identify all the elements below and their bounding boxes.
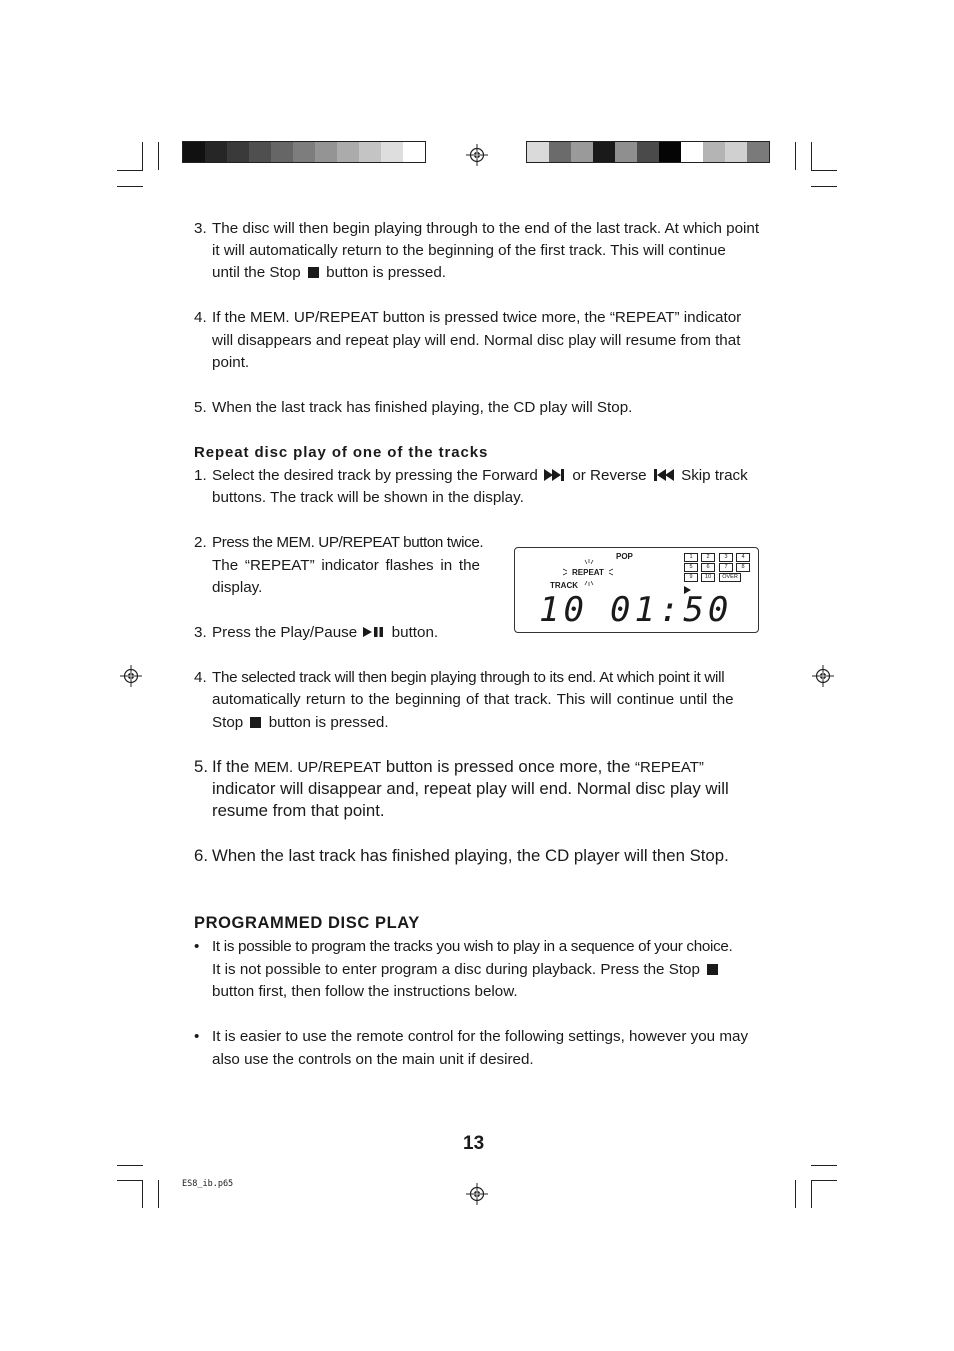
lcd-pop-label: POP <box>616 552 633 561</box>
registration-mark-icon <box>466 144 488 166</box>
skip-reverse-icon <box>653 469 675 481</box>
color-swatch <box>315 142 337 162</box>
item-number: 2. <box>194 534 207 551</box>
item-text-line <box>212 712 760 734</box>
item-text-line: will disappears and repeat play will end. Normal disc play will resume from that <box>212 332 741 349</box>
color-swatch <box>527 142 549 162</box>
item-text-line <box>212 756 760 779</box>
item-text-line: indicator will disappear and, repeat play will end. Normal disc play will <box>212 779 729 798</box>
color-swatch <box>725 142 747 162</box>
item-text-line: When the last track has finished playing, the CD player will then Stop. <box>212 846 729 865</box>
color-bar-right <box>526 141 770 163</box>
grid-cell: 2 <box>701 553 715 562</box>
page-number: 13 <box>463 1133 485 1154</box>
color-swatch <box>271 142 293 162</box>
item-number: 3. <box>194 220 207 237</box>
item-text-line: resume from that point. <box>212 801 385 820</box>
item-number: 3. <box>194 624 207 641</box>
color-swatch <box>359 142 381 162</box>
color-swatch <box>593 142 615 162</box>
play-pause-icon <box>363 626 385 638</box>
item-text-line <box>212 262 760 284</box>
item-number: 5. <box>194 399 207 416</box>
lcd-track-number: 10 <box>539 590 588 630</box>
color-swatch <box>337 142 359 162</box>
skip-forward-icon <box>544 469 566 481</box>
item-text-line: It is possible to program the tracks you wish to play in a sequence of your choice. <box>212 938 733 955</box>
color-swatch <box>659 142 681 162</box>
grid-cell: 9 <box>684 573 698 582</box>
item-text-line: automatically return to the beginning of that track. This will continue until the <box>212 691 734 708</box>
grid-cell: OVER <box>719 573 741 582</box>
color-swatch <box>227 142 249 162</box>
item-text-line <box>212 465 760 487</box>
color-swatch <box>571 142 593 162</box>
grid-cell: 10 <box>701 573 715 582</box>
item-text-line: The selected track will then begin playing through to its end. At which point it will <box>212 669 725 686</box>
item-number: 6. <box>194 846 208 865</box>
item-text: Press the Play/Pause <box>212 624 358 641</box>
registration-mark-icon <box>812 665 834 687</box>
item-number: 4. <box>194 309 207 326</box>
item-text-line: button first, then follow the instructions below. <box>212 983 518 1000</box>
item-text: or Reverse <box>572 467 647 484</box>
item-text-line: display. <box>212 579 263 596</box>
lcd-time-display: 01:50 <box>610 590 733 630</box>
grid-cell: 5 <box>684 563 698 572</box>
item-text-line: Press the MEM. UP/REPEAT button twice. <box>212 534 484 551</box>
item-text-line: The “REPEAT” indicator flashes in the <box>212 557 480 574</box>
grid-cell: 4 <box>736 553 750 562</box>
color-bar-left <box>182 141 426 163</box>
item-text: “REPEAT” <box>635 759 704 776</box>
item-text-line <box>212 622 502 644</box>
color-swatch <box>381 142 403 162</box>
grid-cell: 6 <box>701 563 715 572</box>
item-text-line: it will automatically return to the beginning of the first track. This will continue <box>212 242 726 259</box>
registration-mark-icon <box>466 1183 488 1205</box>
color-swatch <box>293 142 315 162</box>
item-text: button. <box>391 624 439 641</box>
section-heading: PROGRAMMED DISC PLAY <box>194 914 420 932</box>
item-text: until the Stop <box>212 264 301 281</box>
lcd-repeat-indicator: REPEAT <box>572 568 604 577</box>
item-number: 1. <box>194 467 207 484</box>
item-text: button is pressed. <box>268 714 389 731</box>
bullet-dot: • <box>194 938 200 955</box>
grid-cell: 7 <box>719 563 733 572</box>
grid-cell: 8 <box>736 563 750 572</box>
item-text-line: It is easier to use the remote control for the following settings, however you may <box>212 1028 749 1045</box>
grid-cell: 3 <box>719 553 733 562</box>
item-text-line: point. <box>212 354 250 371</box>
item-text: Select the desired track by pressing the Forward <box>212 467 538 484</box>
item-text: Skip track <box>681 467 748 484</box>
color-swatch <box>183 142 205 162</box>
color-swatch <box>681 142 703 162</box>
item-text: Stop <box>212 714 244 731</box>
item-text: MEM. UP/REPEAT <box>254 759 382 776</box>
item-text-line: buttons. The track will be shown in the display. <box>212 489 524 506</box>
lcd-display <box>514 547 759 633</box>
stop-icon <box>250 717 261 728</box>
color-swatch <box>249 142 271 162</box>
color-swatch <box>747 142 769 162</box>
grid-cell: 1 <box>684 553 698 562</box>
item-text-line: If the MEM. UP/REPEAT button is pressed twice more, the “REPEAT” indicator <box>212 309 742 326</box>
color-swatch <box>615 142 637 162</box>
item-text-line: When the last track has finished playing, the CD play will Stop. <box>212 399 633 416</box>
bullet-dot: • <box>194 1028 200 1045</box>
color-swatch <box>403 142 425 162</box>
color-swatch <box>637 142 659 162</box>
lcd-track-label: TRACK <box>550 581 578 590</box>
item-text: button is pressed once more, the <box>385 757 631 776</box>
item-text-line: The disc will then begin playing through to the end of the last track. At which point <box>212 220 760 237</box>
color-swatch <box>703 142 725 162</box>
item-text: It is not possible to enter program a disc during playback. Press the Stop <box>212 961 700 978</box>
item-text: If the <box>212 757 250 776</box>
section-heading: Repeat disc play of one of the tracks <box>194 444 489 461</box>
item-text-line <box>212 959 760 981</box>
item-number: 5. <box>194 757 208 776</box>
item-text-line: also use the controls on the main unit if desired. <box>212 1051 534 1068</box>
item-number: 4. <box>194 669 207 686</box>
stop-icon <box>707 964 718 975</box>
stop-icon <box>308 267 319 278</box>
color-swatch <box>205 142 227 162</box>
footer-filename: ES8_ib.p65 <box>182 1179 234 1189</box>
registration-mark-icon <box>120 665 142 687</box>
color-swatch <box>549 142 571 162</box>
item-text: button is pressed. <box>326 264 447 281</box>
